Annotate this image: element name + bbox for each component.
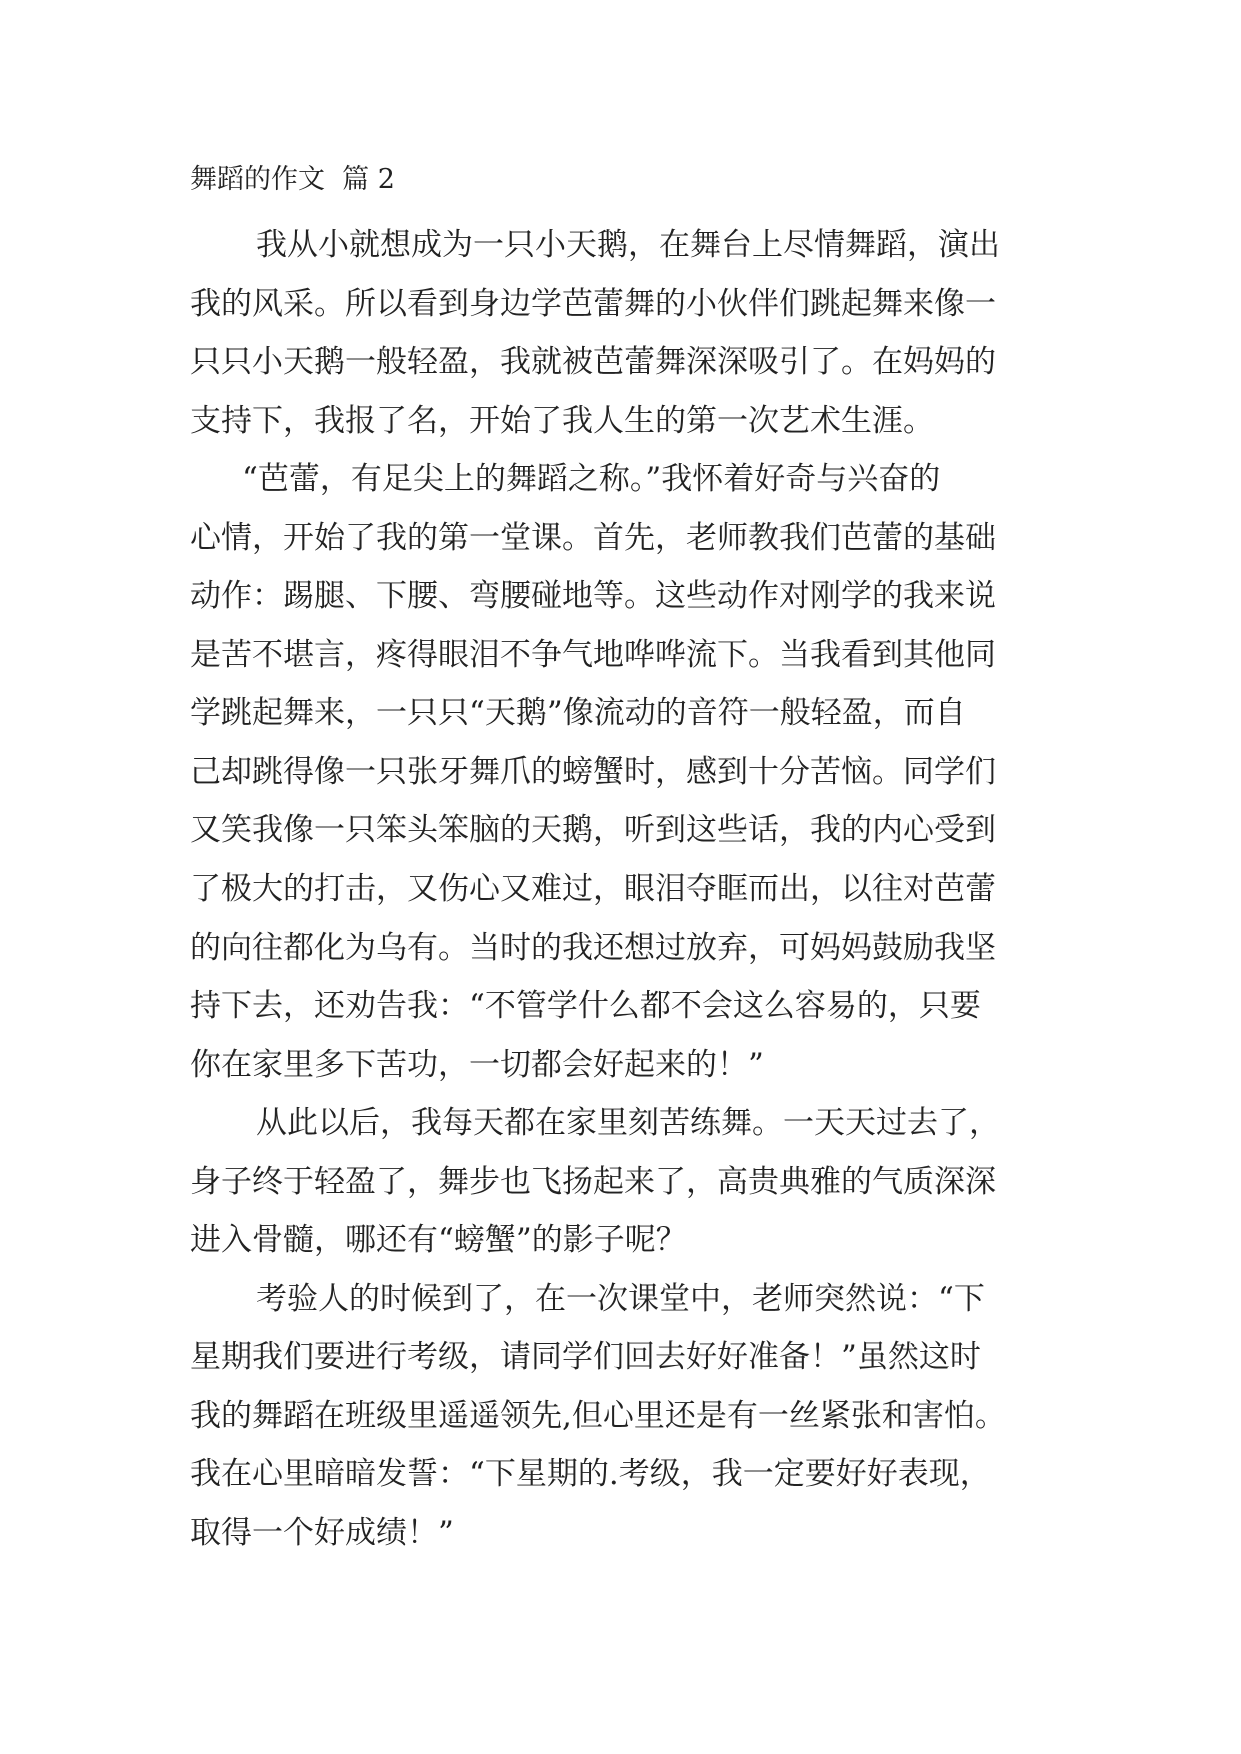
- paragraph-2-line-1: “芭蕾，有足尖上的舞蹈之称。”我怀着好奇与兴奋的: [242, 461, 941, 498]
- paragraph-2-line-2: 心情，开始了我的第一堂课。首先，老师教我们芭蕾的基础: [190, 519, 996, 556]
- document-title: 舞蹈的作文 篇 2: [190, 164, 395, 195]
- paragraph-4-line-3: 我的舞蹈在班级里遥遥领先,但心里还是有一丝紧张和害怕。: [190, 1397, 1006, 1434]
- paragraph-4-line-5: 取得一个好成绩！”: [190, 1515, 454, 1552]
- paragraph-4-line-4: 我在心里暗暗发誓：“下星期的.考级，我一定要好好表现，: [190, 1456, 991, 1493]
- paragraph-2-line-8: 了极大的打击，又伤心又难过，眼泪夺眶而出，以往对芭蕾: [190, 871, 996, 908]
- paragraph-3-line-2: 身子终于轻盈了，舞步也飞扬起来了，高贵典雅的气质深深: [190, 1163, 996, 1200]
- paragraph-4-line-1: 考验人的时候到了，在一次课堂中，老师突然说：“下: [256, 1280, 985, 1317]
- paragraph-1-line-2: 我的风采。所以看到身边学芭蕾舞的小伙伴们跳起舞来像一: [190, 285, 996, 322]
- paragraph-4-line-2: 星期我们要进行考级，请同学们回去好好准备！”虽然这时: [190, 1339, 981, 1376]
- paragraph-1-line-3: 只只小天鹅一般轻盈，我就被芭蕾舞深深吸引了。在妈妈的: [190, 344, 996, 381]
- paragraph-2-line-6: 己却跳得像一只张牙舞爪的螃蟹时，感到十分苦恼。同学们: [190, 753, 996, 790]
- paragraph-3-line-1: 从此以后，我每天都在家里刻苦练舞。一天天过去了，: [256, 1105, 1000, 1142]
- essay-body: [190, 216, 1070, 1563]
- paragraph-2-line-7: 又笑我像一只笨头笨脑的天鹅，听到这些话，我的内心受到: [190, 812, 996, 849]
- paragraph-2-line-4: 是苦不堪言，疼得眼泪不争气地哗哗流下。当我看到其他同: [190, 636, 996, 673]
- paragraph-2-line-10: 持下去，还劝告我：“不管学什么都不会这么容易的，只要: [190, 988, 981, 1025]
- paragraph-2-line-9: 的向往都化为乌有。当时的我还想过放弃，可妈妈鼓励我坚: [190, 929, 996, 966]
- paragraph-1-line-4: 支持下，我报了名，开始了我人生的第一次艺术生涯。: [190, 402, 934, 439]
- paragraph-1-line-1: 我从小就想成为一只小天鹅，在舞台上尽情舞蹈，演出: [256, 227, 1000, 263]
- paragraph-2-line-5: 学跳起舞来，一只只“天鹅”像流动的音符一般轻盈，而自: [190, 695, 966, 732]
- paragraph-2-line-3: 动作：踢腿、下腰、弯腰碰地等。这些动作对刚学的我来说: [190, 578, 996, 615]
- paragraph-2-line-11: 你在家里多下苦功，一切都会好起来的！”: [190, 1046, 764, 1083]
- paragraph-3-line-3: 进入骨髓，哪还有“螃蟹”的影子呢？: [190, 1222, 687, 1259]
